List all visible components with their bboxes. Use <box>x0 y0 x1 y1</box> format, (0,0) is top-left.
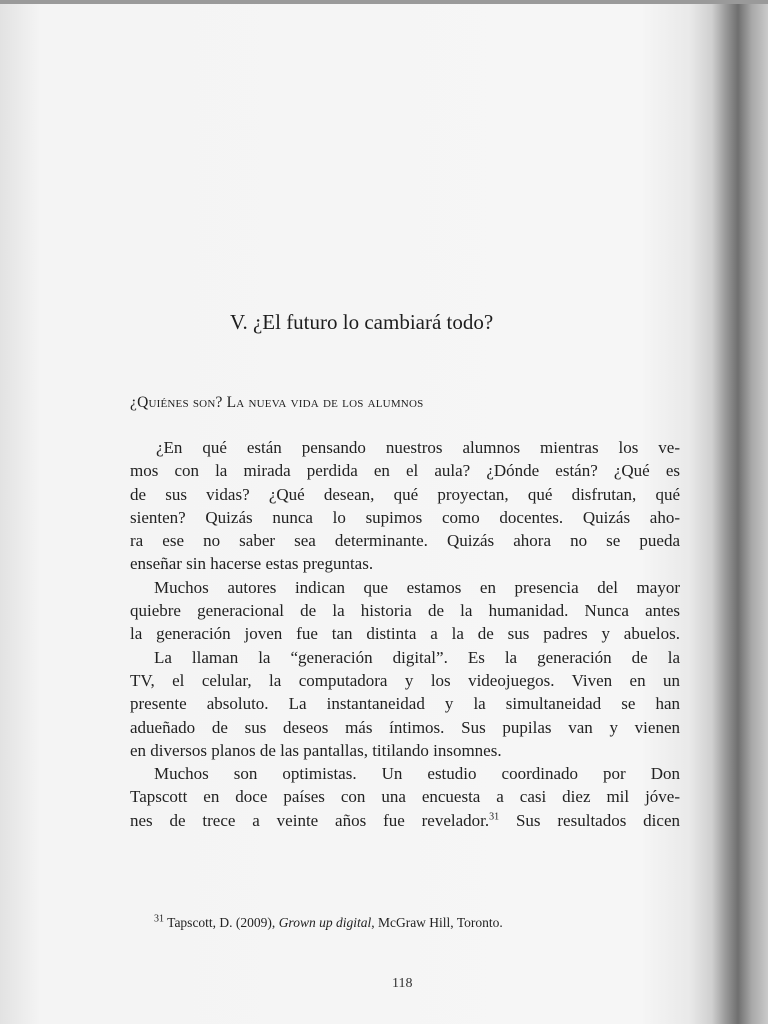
text-line: ra ese no saber sea determinante. Quizás ahora no se pueda <box>130 531 680 551</box>
text-line: quiebre generacional de la historia de la humanidad. Nunca antes <box>130 601 680 621</box>
paragraph-3 <box>130 646 680 762</box>
footnote-title: Grown up digital <box>278 915 372 930</box>
section-heading: ¿Quiénes son? La nueva vida de los alumnos <box>130 394 424 411</box>
text-line: La llaman la “generación digital”. Es la generación de la <box>154 647 680 667</box>
paragraph-2 <box>130 576 680 646</box>
text-line: la generación joven fue tan distinta a la de sus padres y abuelos. <box>130 624 680 644</box>
text-line: en diversos planos de las pantallas, titilando insomnes. <box>130 740 502 760</box>
footnote <box>154 915 503 931</box>
page-number: 118 <box>392 976 413 991</box>
chapter-title: V. ¿El futuro lo cambiará todo? <box>230 310 494 334</box>
text-line: Tapscott en doce países con una encuesta a casi diez mil jóve- <box>130 787 680 807</box>
paragraph-4 <box>130 762 680 832</box>
text-line: ¿En qué están pensando nuestros alumnos mientras los ve- <box>156 438 680 457</box>
footnote-author: Tapscott, D. (2009), <box>167 915 279 930</box>
text-line-start: nes de trece a veinte años fue revelador. <box>130 810 490 830</box>
body-text <box>130 436 680 832</box>
paragraph-1 <box>130 436 680 576</box>
text-line: mos con la mirada perdida en el aula? ¿Dónde están? ¿Qué es <box>130 461 680 481</box>
text-line <box>130 809 680 832</box>
text-line: Muchos autores indican que estamos en presencia del mayor <box>154 577 680 597</box>
text-line: de sus vidas? ¿Qué desean, qué proyectan, qué disfrutan, qué <box>130 484 680 504</box>
text-line-end: Sus resultados dicen <box>499 810 680 830</box>
text-line: adueñado de sus deseos más íntimos. Sus pupilas van y vienen <box>130 717 680 737</box>
text-line: sienten? Quizás nunca lo supimos como docentes. Quizás aho- <box>130 507 680 527</box>
text-line: Muchos son optimistas. Un estudio coordinado por Don <box>154 764 680 784</box>
footnote-ref: 31 <box>489 811 500 823</box>
text-line: presente absoluto. La instantaneidad y la simultaneidad se han <box>130 694 680 714</box>
footnote-publisher: , McGraw Hill, Toronto. <box>371 915 503 930</box>
page-content <box>130 0 680 1024</box>
text-line: enseñar sin hacerse estas preguntas. <box>130 554 374 574</box>
footnote-number: 31 <box>154 913 164 925</box>
text-line: TV, el celular, la computadora y los videojuegos. Viven en un <box>130 670 680 690</box>
